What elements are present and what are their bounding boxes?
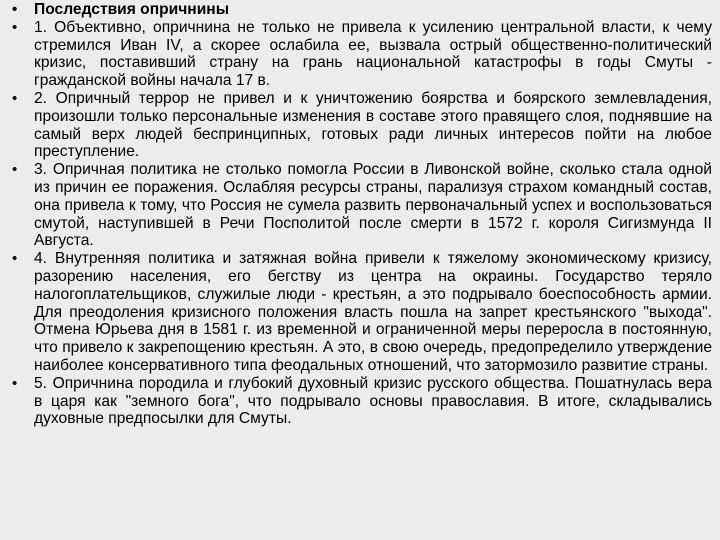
- list-item-text: 1. Объективно, опричнина не только не привела к усилению центральной власти, к чему стремился Иван IV, а скорее ослабила ее, вызвала острый общественно-политический кризис, поставивший страну на грань национальной катастрофы в годы Смуты - гражданской войны начала 17 в.: [34, 18, 712, 90]
- slide-title: Последствия опричнины: [34, 1, 230, 18]
- list-item-text: 5. Опричнина породила и глубокий духовный кризис русского общества. Пошатнулась вера в царя как "земного бога", что подрывало основы православия. В итоге, складывались духовные предпосылки для Смуты.: [34, 374, 712, 428]
- bullet-icon: •: [12, 18, 18, 36]
- list-item-text: 3. Опричная политика не столько помогла России в Ливонской войне, сколько стала одной из причин ее поражения. Ослабляя ресурсы страны, парализуя страхом командный состав, она привела к тому, что Россия не сумела развить первоначальный успех и воспользоваться смутой, наступившей в Речи Посполитой после смерти в 1572 г. короля Сигизмунда II Августа.: [34, 161, 712, 250]
- list-item: [12, 161, 712, 250]
- slide-title-item: [12, 1, 712, 19]
- bullet-icon: •: [12, 89, 18, 107]
- list-item: [12, 375, 712, 428]
- list-item: [12, 250, 712, 375]
- list-item-text: 2. Опричный террор не привел и к уничтожению боярства и боярского землевладения, произошли только персональные изменения в составе этого правящего слоя, поднявшие на самый верх людей беспринципных, готовых ради личных интересов пойти на любое преступление.: [34, 89, 712, 161]
- list-item: [12, 90, 712, 161]
- bullet-icon: •: [12, 374, 18, 392]
- list-item-text: 4. Внутренняя политика и затяжная война привели к тяжелому экономическому кризису, разорению населения, его бегству из центра на окраины. Государство теряло налогоплательщиков, служилые люди - крестьян, а это подрывало боеспособность армии. Для преодоления кризисного положения власть пошла на запрет крестьянского "выхода". Отмена Юрьева дня в 1581 г. из временной и ограниченной меры переросла в постоянную, что привело к закрепощению крестьян. А это, в свою очередь, предопределило утверждение наиболее консервативного типа феодальных отношений, что затормозило развитие страны.: [34, 250, 712, 374]
- bullet-icon: •: [12, 250, 18, 268]
- bullet-icon: •: [12, 1, 18, 18]
- bullet-list: [12, 1, 712, 428]
- bullet-icon: •: [12, 161, 18, 179]
- list-item: [12, 19, 712, 90]
